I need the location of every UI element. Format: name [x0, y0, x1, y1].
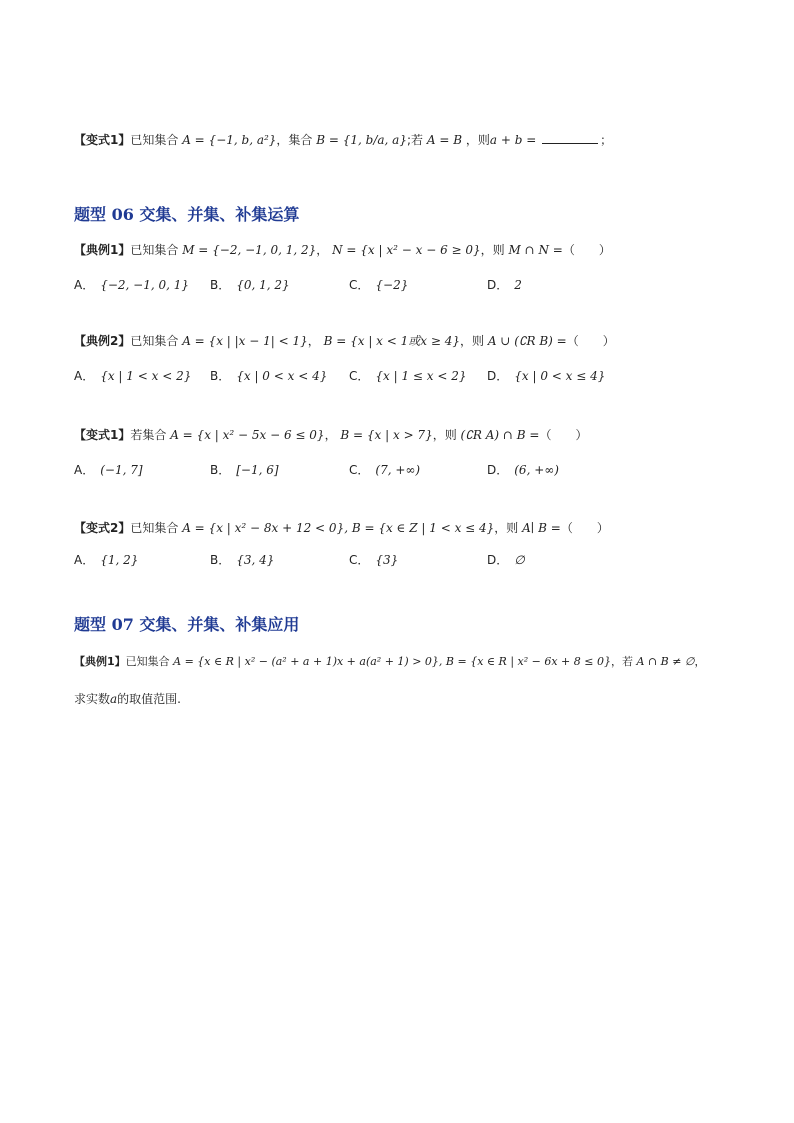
- option-b: [210, 460, 279, 480]
- question-text: 若集合: [130, 428, 167, 442]
- option-value: [−1, 6]: [236, 463, 279, 477]
- option-letter: C．: [349, 278, 370, 292]
- option-letter: D．: [487, 553, 509, 567]
- option-value: ∅: [514, 553, 525, 567]
- option-b: [210, 275, 290, 295]
- variable-a: a: [110, 692, 118, 706]
- answer-paren: （ ）: [566, 334, 615, 348]
- question-text: ，若: [610, 655, 633, 668]
- section-07-example-1-question: [74, 652, 706, 672]
- condition-expression: A ∩ B ≠ ∅: [636, 655, 695, 668]
- option-value: {3, 4}: [236, 553, 275, 567]
- question-text: ，: [307, 334, 320, 348]
- question-text: ，: [694, 655, 706, 668]
- option-letter: B．: [210, 463, 231, 477]
- option-a: [74, 460, 143, 480]
- variant-2-question: [74, 518, 609, 538]
- option-value: (−1, 7]: [100, 463, 143, 477]
- option-b: [210, 366, 327, 386]
- answer-paren: （ ）: [560, 521, 609, 535]
- option-letter: D．: [487, 278, 509, 292]
- example-2-question: [74, 331, 615, 351]
- set-b-expression: B = {x | x > 7}: [340, 428, 433, 442]
- option-value: {3}: [375, 553, 399, 567]
- variant-1-top-question: [74, 130, 612, 150]
- option-letter: C．: [349, 553, 370, 567]
- question-label: 【变式1】: [74, 428, 131, 442]
- set-a-expression: A = {x | |x − 1| < 1}: [182, 334, 308, 348]
- section-06-heading: 题型 06 交集、并集、补集运算: [74, 205, 300, 224]
- option-a: [74, 550, 138, 570]
- ask-expression: (∁R A) ∩ B =: [460, 428, 540, 442]
- option-value: {x | 0 < x ≤ 4}: [514, 369, 606, 383]
- question-label: 【典例1】: [74, 243, 131, 257]
- option-c: [349, 550, 398, 570]
- option-letter: C．: [349, 369, 370, 383]
- question-tail: ；: [600, 133, 613, 147]
- option-a: [74, 366, 191, 386]
- option-letter: A．: [74, 553, 95, 567]
- option-letter: D．: [487, 369, 509, 383]
- option-letter: A．: [74, 278, 95, 292]
- option-value: {x | 0 < x < 4}: [236, 369, 328, 383]
- question-text: ，: [324, 428, 337, 442]
- option-value: {−2, −1, 0, 1}: [100, 278, 190, 292]
- question-text: ，则: [494, 521, 519, 535]
- question-text: ，则: [465, 133, 490, 147]
- option-letter: B．: [210, 278, 231, 292]
- question-text: 已知集合: [130, 243, 179, 257]
- condition-expression: A = B: [426, 133, 463, 147]
- answer-paren: （ ）: [539, 428, 588, 442]
- ask-expression: a + b =: [489, 133, 537, 147]
- answer-blank: [542, 133, 598, 144]
- option-letter: A．: [74, 369, 95, 383]
- option-value: (6, +∞): [514, 463, 559, 477]
- question-text: 已知集合: [130, 334, 179, 348]
- option-value: {−2}: [375, 278, 409, 292]
- option-letter: B．: [210, 553, 231, 567]
- question-text: ;若: [406, 133, 424, 147]
- option-letter: B．: [210, 369, 231, 383]
- question-label: 【典例1】: [74, 655, 126, 668]
- question-label: 【变式1】: [74, 133, 131, 147]
- option-value: {x | 1 ≤ x < 2}: [375, 369, 467, 383]
- option-letter: A．: [74, 463, 95, 477]
- question-label: 【典例2】: [74, 334, 131, 348]
- option-value: {x | 1 < x < 2}: [100, 369, 192, 383]
- ask-expression: A∣ B =: [522, 521, 561, 535]
- option-d: [487, 366, 605, 386]
- set-m-expression: M = {−2, −1, 0, 1, 2}: [182, 243, 317, 257]
- question-text: 求实数: [74, 692, 111, 706]
- option-d: [487, 550, 525, 570]
- option-value: {1, 2}: [100, 553, 139, 567]
- option-d: [487, 275, 522, 295]
- set-b-expression: B = {1, b/a, a}: [316, 133, 407, 147]
- set-b-expression: B = {x | x < 1或x ≥ 4}: [323, 334, 460, 348]
- set-n-expression: N = {x | x² − x − 6 ≥ 0}: [332, 243, 481, 257]
- question-text: 已知集合: [130, 521, 179, 535]
- question-text: 的取值范围.: [117, 692, 181, 706]
- option-value: {0, 1, 2}: [236, 278, 290, 292]
- option-b: [210, 550, 274, 570]
- question-text: ，则: [432, 428, 457, 442]
- option-d: [487, 460, 559, 480]
- ask-expression: A ∪ (∁R B) =: [487, 334, 567, 348]
- set-expressions: A = {x | x² − 8x + 12 < 0}, B = {x ∈ Z | 1 < x ≤ 4}: [182, 521, 495, 535]
- question-text: ，则: [460, 334, 485, 348]
- variant-1-question: [74, 425, 587, 445]
- option-a: [74, 275, 189, 295]
- question-text: ，: [316, 243, 329, 257]
- section-07-heading: 题型 07 交集、并集、补集应用: [74, 615, 300, 634]
- option-letter: D．: [487, 463, 509, 477]
- example-1-question: [74, 240, 611, 260]
- set-a-expression: A = {−1, b, a²}: [182, 133, 277, 147]
- option-c: [349, 275, 408, 295]
- ask-expression: M ∩ N =: [508, 243, 563, 257]
- question-text: ，则: [480, 243, 505, 257]
- option-value: 2: [514, 278, 522, 292]
- option-value: (7, +∞): [375, 463, 421, 477]
- option-letter: C．: [349, 463, 370, 477]
- answer-paren: （ ）: [562, 243, 611, 257]
- question-text: ，集合: [276, 133, 313, 147]
- set-expressions: A = {x ∈ R | x² − (a² + a + 1)x + a(a² + 1) > 0}, B = {x ∈ R | x² − 6x + 8 ≤ 0}: [173, 655, 611, 668]
- question-text: 已知集合: [125, 655, 170, 668]
- question-text: 已知集合: [130, 133, 179, 147]
- option-c: [349, 460, 420, 480]
- question-label: 【变式2】: [74, 521, 131, 535]
- option-c: [349, 366, 467, 386]
- section-07-example-1-line2: [74, 689, 181, 709]
- set-a-expression: A = {x | x² − 5x − 6 ≤ 0}: [170, 428, 325, 442]
